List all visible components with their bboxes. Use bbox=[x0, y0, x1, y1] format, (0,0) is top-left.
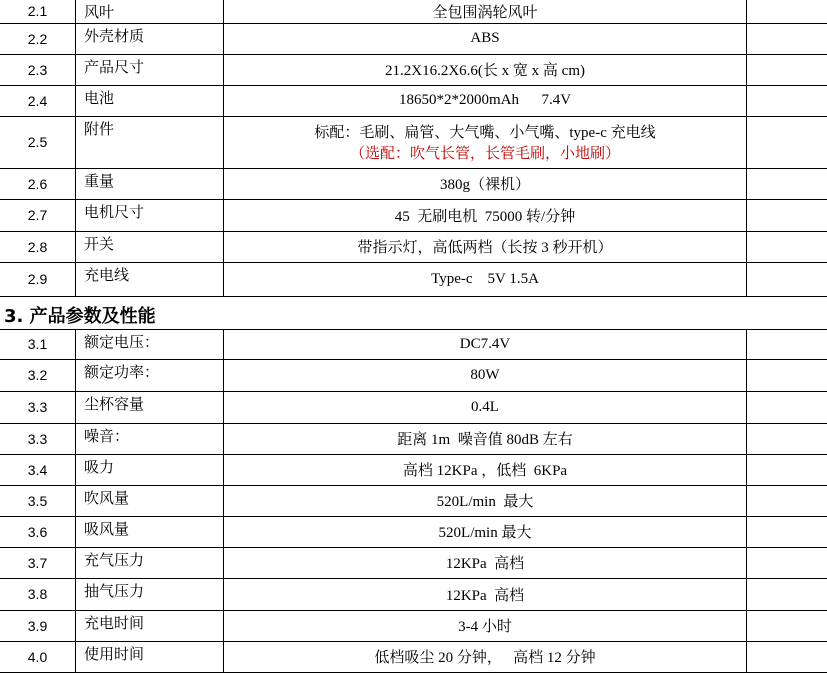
row-number: 2.5 bbox=[0, 116, 76, 168]
row-number: 3.2 bbox=[0, 359, 76, 391]
table-row bbox=[0, 610, 827, 641]
empty-cell bbox=[747, 359, 827, 391]
spec-table-section3 bbox=[0, 329, 827, 673]
row-number: 3.3 bbox=[0, 391, 76, 423]
empty-cell bbox=[747, 391, 827, 423]
row-label: 重量 bbox=[76, 168, 224, 199]
row-number: 2.4 bbox=[0, 85, 76, 116]
row-value: DC7.4V bbox=[224, 329, 747, 359]
row-number: 2.6 bbox=[0, 168, 76, 199]
empty-cell bbox=[747, 116, 827, 168]
row-value: 3-4 小时 bbox=[224, 610, 747, 641]
empty-cell bbox=[747, 168, 827, 199]
row-number: 3.8 bbox=[0, 578, 76, 610]
spec-table-section2 bbox=[0, 0, 827, 297]
empty-cell bbox=[747, 262, 827, 296]
row-value: 全包围涡轮风叶 bbox=[224, 0, 747, 23]
row-value: Type-c 5V 1.5A bbox=[224, 262, 747, 296]
row-label: 开关 bbox=[76, 231, 224, 262]
table-row bbox=[0, 578, 827, 610]
row-label: 抽气压力 bbox=[76, 578, 224, 610]
row-label: 吸风量 bbox=[76, 516, 224, 547]
row-label: 吹风量 bbox=[76, 485, 224, 516]
table-row bbox=[0, 485, 827, 516]
row-number: 3.9 bbox=[0, 610, 76, 641]
row-label: 外壳材质 bbox=[76, 23, 224, 54]
row-number: 3.3 bbox=[0, 423, 76, 454]
row-label: 吸力 bbox=[76, 454, 224, 485]
row-value: 距离 1m 噪音值 80dB 左右 bbox=[224, 423, 747, 454]
table-row bbox=[0, 329, 827, 359]
empty-cell bbox=[747, 485, 827, 516]
row-value: 12KPa 高档 bbox=[224, 547, 747, 578]
empty-cell bbox=[747, 610, 827, 641]
row-label: 使用时间 bbox=[76, 641, 224, 672]
row-number: 3.5 bbox=[0, 485, 76, 516]
row-number: 2.2 bbox=[0, 23, 76, 54]
table-row bbox=[0, 199, 827, 231]
row-label: 额定功率： bbox=[76, 359, 224, 391]
table-row bbox=[0, 0, 827, 23]
table-row bbox=[0, 262, 827, 296]
empty-cell bbox=[747, 547, 827, 578]
row-number: 2.9 bbox=[0, 262, 76, 296]
row-label: 充电时间 bbox=[76, 610, 224, 641]
row-value: ABS bbox=[224, 23, 747, 54]
row-label: 尘杯容量 bbox=[76, 391, 224, 423]
table-row bbox=[0, 231, 827, 262]
row-value: 低档吸尘 20 分钟， 高档 12 分钟 bbox=[224, 641, 747, 672]
row-value: 80W bbox=[224, 359, 747, 391]
row-label: 充气压力 bbox=[76, 547, 224, 578]
row-number: 2.7 bbox=[0, 199, 76, 231]
table-row bbox=[0, 516, 827, 547]
table-row bbox=[0, 54, 827, 85]
row-value: 520L/min 最大 bbox=[224, 485, 747, 516]
row-value: 380g（裸机） bbox=[224, 168, 747, 199]
empty-cell bbox=[747, 578, 827, 610]
table-row bbox=[0, 423, 827, 454]
row-value bbox=[224, 116, 747, 168]
row-label: 充电线 bbox=[76, 262, 224, 296]
row-value: 21.2X16.2X6.6(长 x 宽 x 高 cm) bbox=[224, 54, 747, 85]
row-label: 风叶 bbox=[76, 0, 224, 23]
row-number: 2.1 bbox=[0, 0, 76, 23]
row-label: 产品尺寸 bbox=[76, 54, 224, 85]
table-row bbox=[0, 547, 827, 578]
empty-cell bbox=[747, 199, 827, 231]
empty-cell bbox=[747, 516, 827, 547]
table-row bbox=[0, 23, 827, 54]
table-row bbox=[0, 168, 827, 199]
row-number: 3.1 bbox=[0, 329, 76, 359]
standard-accessories: 标配：毛刷、扁管、大气嘴、小气嘴、type-c 充电线 bbox=[314, 125, 656, 141]
row-label: 噪音： bbox=[76, 423, 224, 454]
row-value: 18650*2*2000mAh 7.4V bbox=[224, 85, 747, 116]
row-number: 4.0 bbox=[0, 641, 76, 672]
row-number: 3.6 bbox=[0, 516, 76, 547]
table-row bbox=[0, 454, 827, 485]
empty-cell bbox=[747, 85, 827, 116]
row-value: 520L/min 最大 bbox=[224, 516, 747, 547]
row-value: 12KPa 高档 bbox=[224, 578, 747, 610]
empty-cell bbox=[747, 423, 827, 454]
empty-cell bbox=[747, 641, 827, 672]
empty-cell bbox=[747, 23, 827, 54]
row-number: 2.8 bbox=[0, 231, 76, 262]
row-label: 电池 bbox=[76, 85, 224, 116]
table-row bbox=[0, 116, 827, 168]
empty-cell bbox=[747, 454, 827, 485]
row-value: 高档 12KPa ，低档 6KPa bbox=[224, 454, 747, 485]
empty-cell bbox=[747, 329, 827, 359]
row-value: 45 无刷电机 75000 转/分钟 bbox=[224, 199, 747, 231]
table-row bbox=[0, 391, 827, 423]
row-label: 额定电压： bbox=[76, 329, 224, 359]
empty-cell bbox=[747, 54, 827, 85]
empty-cell bbox=[747, 231, 827, 262]
table-row bbox=[0, 641, 827, 672]
empty-cell bbox=[747, 0, 827, 23]
row-label: 附件 bbox=[76, 116, 224, 168]
row-number: 3.7 bbox=[0, 547, 76, 578]
row-number: 2.3 bbox=[0, 54, 76, 85]
table-row bbox=[0, 359, 827, 391]
row-label: 电机尺寸 bbox=[76, 199, 224, 231]
row-value: 带指示灯，高低两档（长按 3 秒开机） bbox=[224, 231, 747, 262]
section-heading: 3. 产品参数及性能 bbox=[4, 305, 156, 327]
table-row bbox=[0, 85, 827, 116]
row-number: 3.4 bbox=[0, 454, 76, 485]
row-value: 0.4L bbox=[224, 391, 747, 423]
optional-accessories: （选配：吹气长管，长管毛刷，小地刷） bbox=[349, 146, 620, 162]
